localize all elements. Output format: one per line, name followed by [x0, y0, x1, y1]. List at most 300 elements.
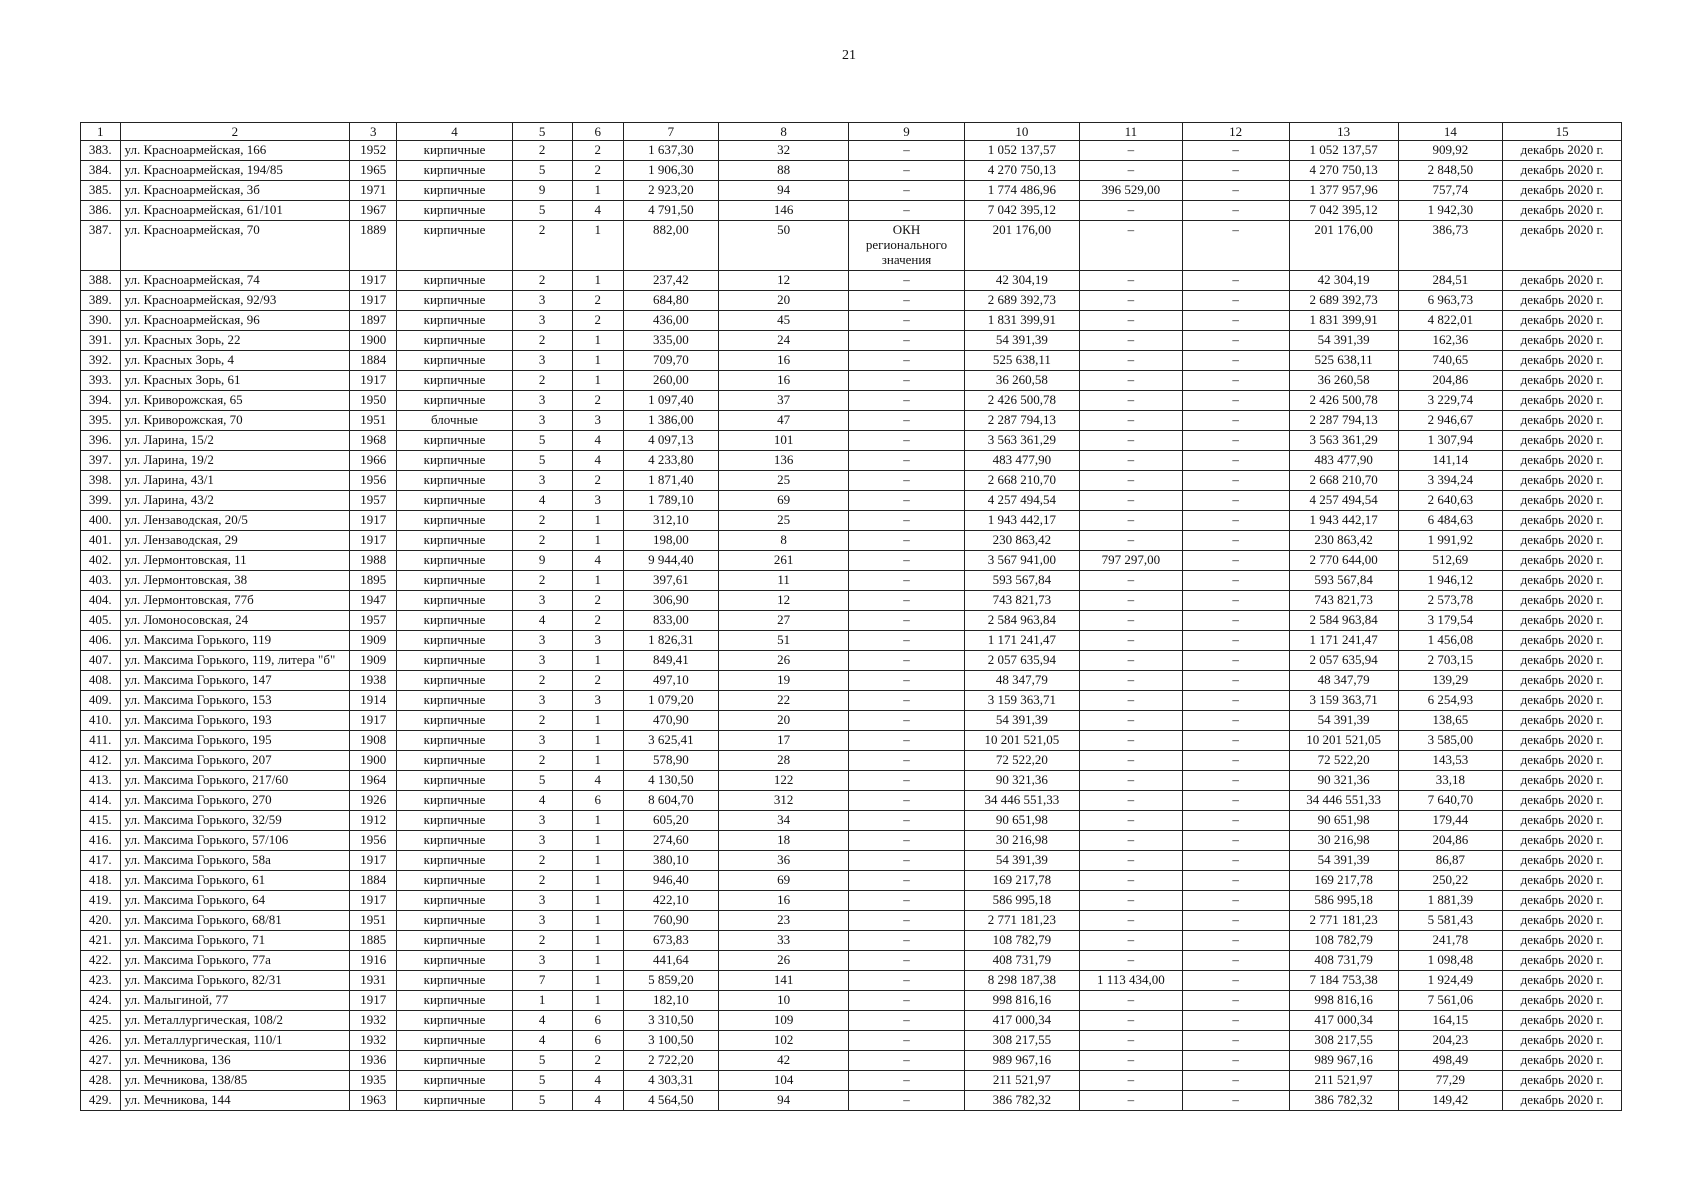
table-cell: – — [849, 951, 964, 971]
table-cell: 740,65 — [1398, 351, 1503, 371]
table-cell: – — [1080, 731, 1183, 751]
table-cell: 998 816,16 — [1289, 991, 1398, 1011]
table-cell: 2 — [512, 141, 572, 161]
table-cell: декабрь 2020 г. — [1503, 571, 1622, 591]
table-cell: 3 — [572, 491, 623, 511]
table-cell: 8 604,70 — [623, 791, 718, 811]
table-row — [81, 671, 1622, 691]
table-cell: 3 — [572, 691, 623, 711]
table-cell: 141,14 — [1398, 451, 1503, 471]
table-cell: 54 391,39 — [964, 331, 1079, 351]
table-cell: ул. Красноармейская, 166 — [120, 141, 350, 161]
column-header: 3 — [350, 123, 397, 141]
table-cell: 3 567 941,00 — [964, 551, 1079, 571]
table-cell: 201 176,00 — [1289, 221, 1398, 271]
table-cell: 3 159 363,71 — [1289, 691, 1398, 711]
column-header: 7 — [623, 123, 718, 141]
column-header: 15 — [1503, 123, 1622, 141]
table-cell: – — [1080, 351, 1183, 371]
table-cell: 2 — [512, 571, 572, 591]
table-cell: кирпичные — [397, 1011, 512, 1031]
table-cell: 6 — [572, 1031, 623, 1051]
table-cell: кирпичные — [397, 551, 512, 571]
table-cell: 415. — [81, 811, 121, 831]
table-row — [81, 161, 1622, 181]
table-cell: 1917 — [350, 991, 397, 1011]
table-cell: 54 391,39 — [964, 711, 1079, 731]
table-cell: 1 — [512, 991, 572, 1011]
table-row — [81, 951, 1622, 971]
table-cell: 42 — [718, 1051, 848, 1071]
table-cell: – — [1080, 691, 1183, 711]
table-cell: 2 689 392,73 — [964, 291, 1079, 311]
table-cell: 5 — [512, 1071, 572, 1091]
table-cell: 2 703,15 — [1398, 651, 1503, 671]
table-cell: 3 — [572, 631, 623, 651]
table-cell: 48 347,79 — [964, 671, 1079, 691]
table-cell: 2 — [512, 931, 572, 951]
table-cell: 1 — [572, 751, 623, 771]
table-cell: – — [1182, 731, 1289, 751]
table-cell: 12 — [718, 271, 848, 291]
table-cell: 1936 — [350, 1051, 397, 1071]
table-cell: 1957 — [350, 491, 397, 511]
table-cell: 1964 — [350, 771, 397, 791]
table-cell: 593 567,84 — [964, 571, 1079, 591]
table-cell: ул. Максима Горького, 153 — [120, 691, 350, 711]
table-cell: – — [1182, 791, 1289, 811]
table-cell: – — [849, 811, 964, 831]
table-cell: 1938 — [350, 671, 397, 691]
table-cell: 384. — [81, 161, 121, 181]
table-header-row — [81, 123, 1622, 141]
table-cell: 2 057 635,94 — [964, 651, 1079, 671]
table-cell: 421. — [81, 931, 121, 951]
table-cell: 1909 — [350, 651, 397, 671]
table-cell: 20 — [718, 291, 848, 311]
table-cell: 394. — [81, 391, 121, 411]
table-cell: 1916 — [350, 951, 397, 971]
table-cell: – — [1080, 811, 1183, 831]
table-cell: 139,29 — [1398, 671, 1503, 691]
table-cell: кирпичные — [397, 891, 512, 911]
table-cell: – — [1080, 221, 1183, 271]
table-cell: 406. — [81, 631, 121, 651]
table-cell: 407. — [81, 651, 121, 671]
table-cell: 1 171 241,47 — [964, 631, 1079, 651]
table-cell: 1 — [572, 971, 623, 991]
table-cell: декабрь 2020 г. — [1503, 1011, 1622, 1031]
table-cell: 2 — [572, 591, 623, 611]
table-cell: декабрь 2020 г. — [1503, 471, 1622, 491]
table-cell: ул. Ларина, 43/2 — [120, 491, 350, 511]
table-cell: 7 042 395,12 — [964, 201, 1079, 221]
table-cell: ул. Максима Горького, 32/59 — [120, 811, 350, 831]
table-row — [81, 451, 1622, 471]
table-cell: 211 521,97 — [1289, 1071, 1398, 1091]
table-cell: декабрь 2020 г. — [1503, 311, 1622, 331]
table-cell: 7 561,06 — [1398, 991, 1503, 1011]
table-cell: – — [1182, 611, 1289, 631]
table-cell: 48 347,79 — [1289, 671, 1398, 691]
table-cell: – — [1182, 351, 1289, 371]
table-cell: – — [849, 371, 964, 391]
table-cell: 30 216,98 — [1289, 831, 1398, 851]
table-cell: 414. — [81, 791, 121, 811]
table-cell: 424. — [81, 991, 121, 1011]
table-cell: 4 257 494,54 — [1289, 491, 1398, 511]
table-cell: 1950 — [350, 391, 397, 411]
table-cell: 4 — [572, 431, 623, 451]
table-row — [81, 471, 1622, 491]
table-cell: 426. — [81, 1031, 121, 1051]
table-cell: 398. — [81, 471, 121, 491]
table-row — [81, 1071, 1622, 1091]
table-cell: 5 — [512, 771, 572, 791]
column-header: 10 — [964, 123, 1079, 141]
table-cell: 2 — [512, 271, 572, 291]
table-cell: – — [1182, 201, 1289, 221]
table-cell: 4 — [572, 771, 623, 791]
column-header: 1 — [81, 123, 121, 141]
table-cell: 3 — [512, 351, 572, 371]
table-cell: 422,10 — [623, 891, 718, 911]
table-cell: ул. Максима Горького, 58а — [120, 851, 350, 871]
table-row — [81, 431, 1622, 451]
table-cell: 400. — [81, 511, 121, 531]
table-cell: 389. — [81, 291, 121, 311]
table-cell: 390. — [81, 311, 121, 331]
column-header: 9 — [849, 123, 964, 141]
table-cell: 483 477,90 — [1289, 451, 1398, 471]
table-cell: 1966 — [350, 451, 397, 471]
table-cell: декабрь 2020 г. — [1503, 751, 1622, 771]
table-cell: 4 822,01 — [1398, 311, 1503, 331]
table-cell: 1917 — [350, 511, 397, 531]
table-cell: – — [1080, 471, 1183, 491]
table-cell: – — [849, 1011, 964, 1031]
table-cell: 1 — [572, 831, 623, 851]
table-cell: 306,90 — [623, 591, 718, 611]
table-cell: 1908 — [350, 731, 397, 751]
table-cell: декабрь 2020 г. — [1503, 221, 1622, 271]
table-cell: 673,83 — [623, 931, 718, 951]
table-cell: кирпичные — [397, 611, 512, 631]
table-cell: – — [849, 851, 964, 871]
table-cell: 312 — [718, 791, 848, 811]
table-cell: 51 — [718, 631, 848, 651]
table-cell: 1 — [572, 531, 623, 551]
table-cell: – — [1080, 651, 1183, 671]
table-cell: 1909 — [350, 631, 397, 651]
table-cell: – — [1182, 911, 1289, 931]
table-cell: – — [849, 871, 964, 891]
table-cell: 201 176,00 — [964, 221, 1079, 271]
table-cell: 1 113 434,00 — [1080, 971, 1183, 991]
table-cell: – — [1080, 201, 1183, 221]
table-cell: 34 — [718, 811, 848, 831]
table-cell: 2 923,20 — [623, 181, 718, 201]
table-cell: 1 — [572, 271, 623, 291]
table-cell: 4 — [572, 1091, 623, 1111]
table-cell: 2 — [512, 671, 572, 691]
table-cell: 179,44 — [1398, 811, 1503, 831]
table-cell: – — [849, 291, 964, 311]
table-cell: – — [1182, 591, 1289, 611]
table-cell: 849,41 — [623, 651, 718, 671]
table-cell: 397. — [81, 451, 121, 471]
table-cell: 525 638,11 — [1289, 351, 1398, 371]
table-cell: – — [1182, 1091, 1289, 1111]
table-cell: – — [849, 931, 964, 951]
table-cell: кирпичные — [397, 831, 512, 851]
table-cell: 22 — [718, 691, 848, 711]
table-row — [81, 791, 1622, 811]
table-cell: ул. Максима Горького, 217/60 — [120, 771, 350, 791]
table-cell: 8 298 187,38 — [964, 971, 1079, 991]
table-cell: 7 042 395,12 — [1289, 201, 1398, 221]
table-cell: 9 944,40 — [623, 551, 718, 571]
table-cell: 1 307,94 — [1398, 431, 1503, 451]
table-cell: – — [1080, 331, 1183, 351]
table-cell: декабрь 2020 г. — [1503, 511, 1622, 531]
table-cell: 33 — [718, 931, 848, 951]
table-cell: 28 — [718, 751, 848, 771]
table-cell: кирпичные — [397, 851, 512, 871]
table-cell: 411. — [81, 731, 121, 751]
table-cell: 90 651,98 — [1289, 811, 1398, 831]
table-cell: 143,53 — [1398, 751, 1503, 771]
table-cell: 423. — [81, 971, 121, 991]
table-cell: 483 477,90 — [964, 451, 1079, 471]
table-cell: декабрь 2020 г. — [1503, 391, 1622, 411]
column-header: 13 — [1289, 123, 1398, 141]
table-cell: декабрь 2020 г. — [1503, 931, 1622, 951]
table-cell: 3 310,50 — [623, 1011, 718, 1031]
table-cell: – — [849, 181, 964, 201]
table-cell: 33,18 — [1398, 771, 1503, 791]
table-row — [81, 291, 1622, 311]
table-cell: – — [1182, 1031, 1289, 1051]
table-cell: – — [849, 431, 964, 451]
table-cell: кирпичные — [397, 1091, 512, 1111]
table-row — [81, 811, 1622, 831]
table-cell: кирпичные — [397, 141, 512, 161]
table-row — [81, 971, 1622, 991]
table-cell: декабрь 2020 г. — [1503, 491, 1622, 511]
table-cell: – — [1182, 551, 1289, 571]
table-cell: 162,36 — [1398, 331, 1503, 351]
table-row — [81, 771, 1622, 791]
table-cell: – — [1182, 331, 1289, 351]
table-cell: декабрь 2020 г. — [1503, 431, 1622, 451]
table-cell: – — [1080, 791, 1183, 811]
table-cell: 408 731,79 — [964, 951, 1079, 971]
table-cell: 4 — [512, 491, 572, 511]
table-cell: 403. — [81, 571, 121, 591]
table-cell: 27 — [718, 611, 848, 631]
table-cell: – — [1080, 1051, 1183, 1071]
table-cell: 1 386,00 — [623, 411, 718, 431]
table-row — [81, 181, 1622, 201]
table-cell: ул. Красных Зорь, 22 — [120, 331, 350, 351]
table-cell: кирпичные — [397, 291, 512, 311]
column-header: 11 — [1080, 123, 1183, 141]
table-cell: 308 217,55 — [1289, 1031, 1398, 1051]
table-cell: 6 963,73 — [1398, 291, 1503, 311]
table-cell: 1 052 137,57 — [964, 141, 1079, 161]
table-cell: 90 321,36 — [1289, 771, 1398, 791]
table-cell: – — [1080, 771, 1183, 791]
table-row — [81, 1011, 1622, 1031]
table-cell: – — [1080, 831, 1183, 851]
table-cell: – — [849, 711, 964, 731]
table-cell: 260,00 — [623, 371, 718, 391]
table-cell: 1 097,40 — [623, 391, 718, 411]
table-cell: ул. Мечникова, 136 — [120, 1051, 350, 1071]
table-cell: 241,78 — [1398, 931, 1503, 951]
table-cell: декабрь 2020 г. — [1503, 1031, 1622, 1051]
table-cell: – — [849, 631, 964, 651]
table-cell: 204,86 — [1398, 831, 1503, 851]
table-cell: ул. Криворожская, 70 — [120, 411, 350, 431]
table-row — [81, 331, 1622, 351]
table-cell: – — [1182, 161, 1289, 181]
table-cell: декабрь 2020 г. — [1503, 991, 1622, 1011]
table-cell: 308 217,55 — [964, 1031, 1079, 1051]
table-cell: 54 391,39 — [964, 851, 1079, 871]
table-cell: – — [1182, 291, 1289, 311]
table-cell: 388. — [81, 271, 121, 291]
table-cell: – — [1080, 911, 1183, 931]
table-cell: 1932 — [350, 1031, 397, 1051]
table-cell: кирпичные — [397, 331, 512, 351]
table-cell: 4 — [572, 451, 623, 471]
table-cell: декабрь 2020 г. — [1503, 351, 1622, 371]
table-row — [81, 371, 1622, 391]
table-cell: – — [849, 531, 964, 551]
table-cell: 1 — [572, 571, 623, 591]
table-cell: декабрь 2020 г. — [1503, 1071, 1622, 1091]
table-cell: 30 216,98 — [964, 831, 1079, 851]
table-cell: ул. Максима Горького, 119 — [120, 631, 350, 651]
table-cell: 26 — [718, 651, 848, 671]
table-cell: 3 563 361,29 — [964, 431, 1079, 451]
table-cell: ул. Максима Горького, 82/31 — [120, 971, 350, 991]
table-cell: 94 — [718, 1091, 848, 1111]
table-cell: 1 — [572, 731, 623, 751]
table-cell: – — [849, 491, 964, 511]
table-cell: – — [1080, 141, 1183, 161]
table-cell: 1 871,40 — [623, 471, 718, 491]
table-cell: 237,42 — [623, 271, 718, 291]
table-cell: ул. Мечникова, 138/85 — [120, 1071, 350, 1091]
table-cell: 4 — [512, 1011, 572, 1031]
table-cell: 2 — [512, 711, 572, 731]
table-cell: 284,51 — [1398, 271, 1503, 291]
table-cell: 1951 — [350, 411, 397, 431]
table-cell: – — [1080, 1071, 1183, 1091]
table-cell: 1917 — [350, 371, 397, 391]
table-cell: – — [1080, 891, 1183, 911]
table-cell: 4 270 750,13 — [1289, 161, 1398, 181]
table-cell: 37 — [718, 391, 848, 411]
table-cell: – — [849, 731, 964, 751]
table-cell: 3 179,54 — [1398, 611, 1503, 631]
table-cell: 2 — [572, 1051, 623, 1071]
table-cell: ул. Максима Горького, 57/106 — [120, 831, 350, 851]
table-cell: кирпичные — [397, 571, 512, 591]
table-cell: декабрь 2020 г. — [1503, 691, 1622, 711]
table-cell: – — [1182, 811, 1289, 831]
table-cell: 405. — [81, 611, 121, 631]
table-row — [81, 631, 1622, 651]
table-cell: кирпичные — [397, 471, 512, 491]
table-cell: 90 321,36 — [964, 771, 1079, 791]
column-header: 12 — [1182, 123, 1289, 141]
table-cell: – — [1080, 671, 1183, 691]
table-cell: 6 254,93 — [1398, 691, 1503, 711]
table-cell: – — [849, 771, 964, 791]
table-cell: 2 — [572, 471, 623, 491]
table-cell: – — [849, 991, 964, 1011]
table-cell: – — [1182, 631, 1289, 651]
table-cell: – — [849, 751, 964, 771]
table-cell: 1912 — [350, 811, 397, 831]
table-cell: 497,10 — [623, 671, 718, 691]
table-cell: 2 848,50 — [1398, 161, 1503, 181]
table-cell: 4 303,31 — [623, 1071, 718, 1091]
table-cell: 17 — [718, 731, 848, 751]
table-cell: 418. — [81, 871, 121, 891]
table-cell: 5 859,20 — [623, 971, 718, 991]
table-cell: кирпичные — [397, 591, 512, 611]
table-cell: ул. Максима Горького, 207 — [120, 751, 350, 771]
table-cell: – — [1182, 891, 1289, 911]
table-cell: декабрь 2020 г. — [1503, 631, 1622, 651]
table-cell: 1 943 442,17 — [1289, 511, 1398, 531]
table-cell: 1 991,92 — [1398, 531, 1503, 551]
table-cell: 3 — [512, 291, 572, 311]
table-cell: 250,22 — [1398, 871, 1503, 891]
table-cell: – — [1080, 391, 1183, 411]
table-cell: ул. Лензаводская, 29 — [120, 531, 350, 551]
table-cell: 760,90 — [623, 911, 718, 931]
table-cell: 1 — [572, 871, 623, 891]
table-cell: 1 881,39 — [1398, 891, 1503, 911]
table-cell: 429. — [81, 1091, 121, 1111]
table-cell: 1 — [572, 851, 623, 871]
table-cell: 1 — [572, 811, 623, 831]
table-cell: 2 946,67 — [1398, 411, 1503, 431]
table-cell: кирпичные — [397, 1051, 512, 1071]
table-cell: 989 967,16 — [1289, 1051, 1398, 1071]
table-cell: 709,70 — [623, 351, 718, 371]
table-cell: 1914 — [350, 691, 397, 711]
table-cell: 34 446 551,33 — [964, 791, 1079, 811]
table-cell: – — [849, 411, 964, 431]
table-cell: кирпичные — [397, 451, 512, 471]
table-cell: 2 — [512, 531, 572, 551]
table-cell: – — [1182, 771, 1289, 791]
table-cell: 4 130,50 — [623, 771, 718, 791]
table-cell: 42 304,19 — [1289, 271, 1398, 291]
table-cell: 3 — [512, 471, 572, 491]
table-cell: декабрь 2020 г. — [1503, 291, 1622, 311]
table-cell: 2 057 635,94 — [1289, 651, 1398, 671]
table-row — [81, 411, 1622, 431]
table-cell: 1 — [572, 371, 623, 391]
